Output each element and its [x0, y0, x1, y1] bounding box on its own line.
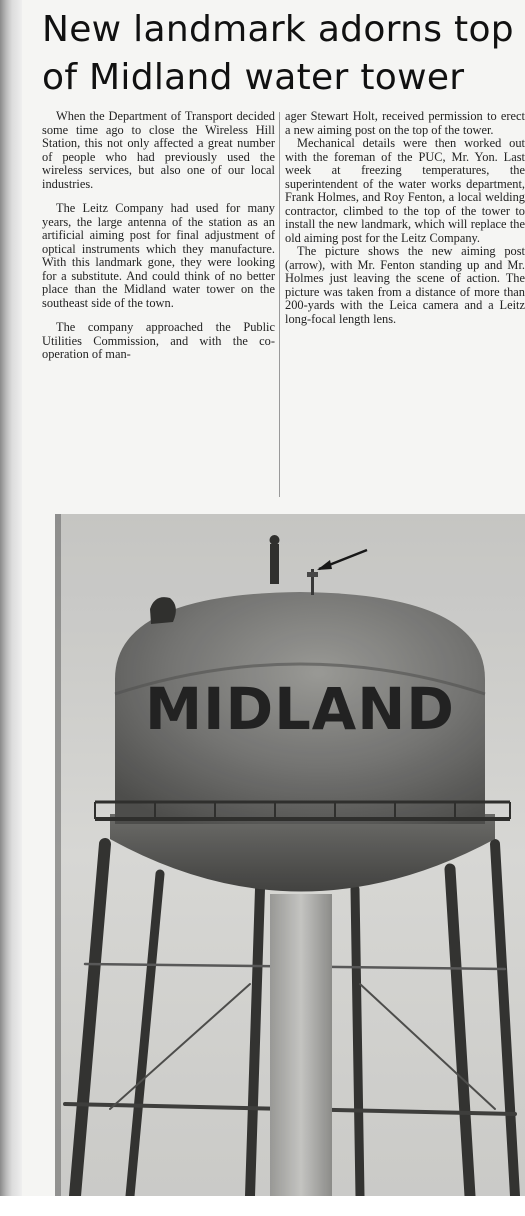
- paragraph: The picture shows the new aiming post (arrow), with Mr. Fenton standing up and Mr. Holmes just leaving the scene of action. The picture was taken from a distance of more than 200-yards with the Leica camera and a Leitz long-focal length lens.: [285, 244, 525, 326]
- headline-line-2: of Midland water tower: [42, 57, 465, 98]
- newspaper-clipping: [22, 0, 525, 1196]
- paragraph: Mechanical details were then worked out with the foreman of the PUC, Mr. Yon. Last week at freezing temperatures, the superintendent of the water works department, Frank Holmes, and Roy Fenton, a local welding contractor, climbed to the top of the tower to install the new landmark, which will replace the old aiming post for the Leitz Company.: [285, 136, 525, 245]
- paragraph: The Leitz Company had used for many years, the large antenna of the station as an artificial aiming post for final adjustment of optical instruments which they manufacture. With this landmark gone, they were looking for a substitute. And could think of no better place than the Midland water tower on the southeast side of the town.: [42, 201, 275, 310]
- column-rule: [279, 112, 280, 497]
- article-column-right: [285, 110, 525, 326]
- headline-line-1: New landmark adorns top: [42, 9, 514, 50]
- tank-lettering: MIDLAND: [145, 675, 455, 743]
- article-column-left: [42, 110, 275, 373]
- page-bottom-margin: [0, 1196, 525, 1216]
- headline: [42, 6, 525, 102]
- page-margin: [0, 0, 22, 1196]
- photo-illustration: [55, 514, 525, 1196]
- paragraph: ager Stewart Holt, received permission to erect a new aiming post on the top of the tower.: [285, 110, 525, 137]
- paragraph: When the Department of Transport decided some time ago to close the Wireless Hill Station, this not only affected a great number of people who had previously used the wireless services, but also one of our local industries.: [42, 109, 275, 191]
- water-tower-photo: [55, 514, 525, 1196]
- paragraph: The company approached the Public Utilities Commission, and with the co-operation of man-: [42, 320, 275, 361]
